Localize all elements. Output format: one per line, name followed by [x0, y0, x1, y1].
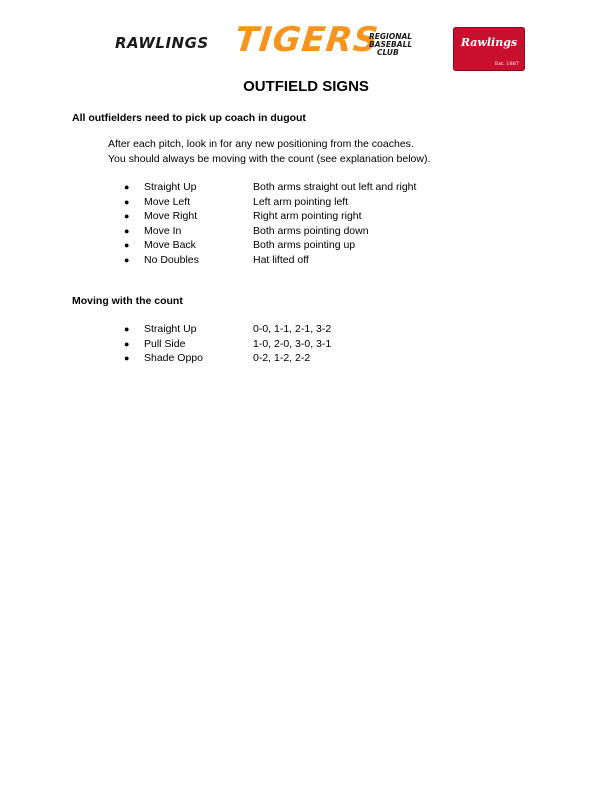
sign-name: Move Left [144, 195, 191, 208]
section1-heading: All outfielders need to pick up coach in dugout [72, 112, 306, 124]
page-title: OUTFIELD SIGNS [243, 78, 369, 95]
section2-heading: Moving with the count [72, 295, 183, 307]
club-line-3: CLUB [377, 48, 399, 57]
sign-name: Shade Oppo [144, 352, 203, 364]
sign-name: Straight Up [144, 181, 197, 193]
bullet-icon: ● [124, 225, 130, 236]
rawlings-wordmark: RAWLINGS [115, 34, 209, 52]
sign-meaning: Right arm pointing right [253, 210, 362, 222]
bullet-icon: ● [124, 196, 130, 207]
count-values: 0-2, 1-2, 2-2 [253, 352, 311, 364]
sign-name: No Doubles [144, 253, 199, 266]
tigers-logo-text: TIGERS [232, 20, 381, 60]
regional-baseball-club-text [369, 33, 431, 57]
bullet-icon: ● [124, 240, 130, 250]
sign-meaning: Left arm pointing left [253, 195, 349, 208]
sign-name: Move Back [144, 239, 196, 251]
sign-name: Straight Up [144, 323, 197, 335]
page-header [0, 0, 612, 80]
instructions-paragraph [108, 137, 430, 166]
count-values: 0-0, 1-1, 2-1, 3-2 [253, 323, 332, 335]
sign-meaning: Both arms pointing down [253, 224, 369, 237]
bullet-icon: ● [124, 324, 130, 334]
paragraph-line-1: After each pitch, look in for any new positioning from the coaches. [108, 138, 414, 150]
club-line-1: REGIONAL [369, 32, 413, 41]
count-values: 1-0, 2-0, 3-0, 3-1 [253, 337, 332, 350]
bullet-icon: ● [124, 338, 130, 349]
sign-name: Move Right [144, 210, 198, 222]
sign-meaning: Hat lifted off [253, 253, 309, 266]
sign-name: Pull Side [144, 337, 186, 350]
sign-name: Move In [144, 224, 182, 237]
bullet-icon: ● [124, 353, 130, 363]
bullet-icon: ● [124, 182, 130, 192]
sign-meaning: Both arms pointing up [253, 239, 356, 251]
patch-script: Rawlings [460, 36, 518, 49]
rawlings-patch-logo [453, 27, 525, 71]
bullet-icon: ● [124, 211, 130, 221]
bullet-icon: ● [124, 254, 130, 265]
club-line-2: BASEBALL [369, 40, 413, 49]
sign-meaning: Both arms straight out left and right [253, 181, 417, 193]
paragraph-line-2: You should always be moving with the count (see explanation below). [108, 152, 431, 165]
patch-est: Est. 1887 [494, 61, 519, 67]
